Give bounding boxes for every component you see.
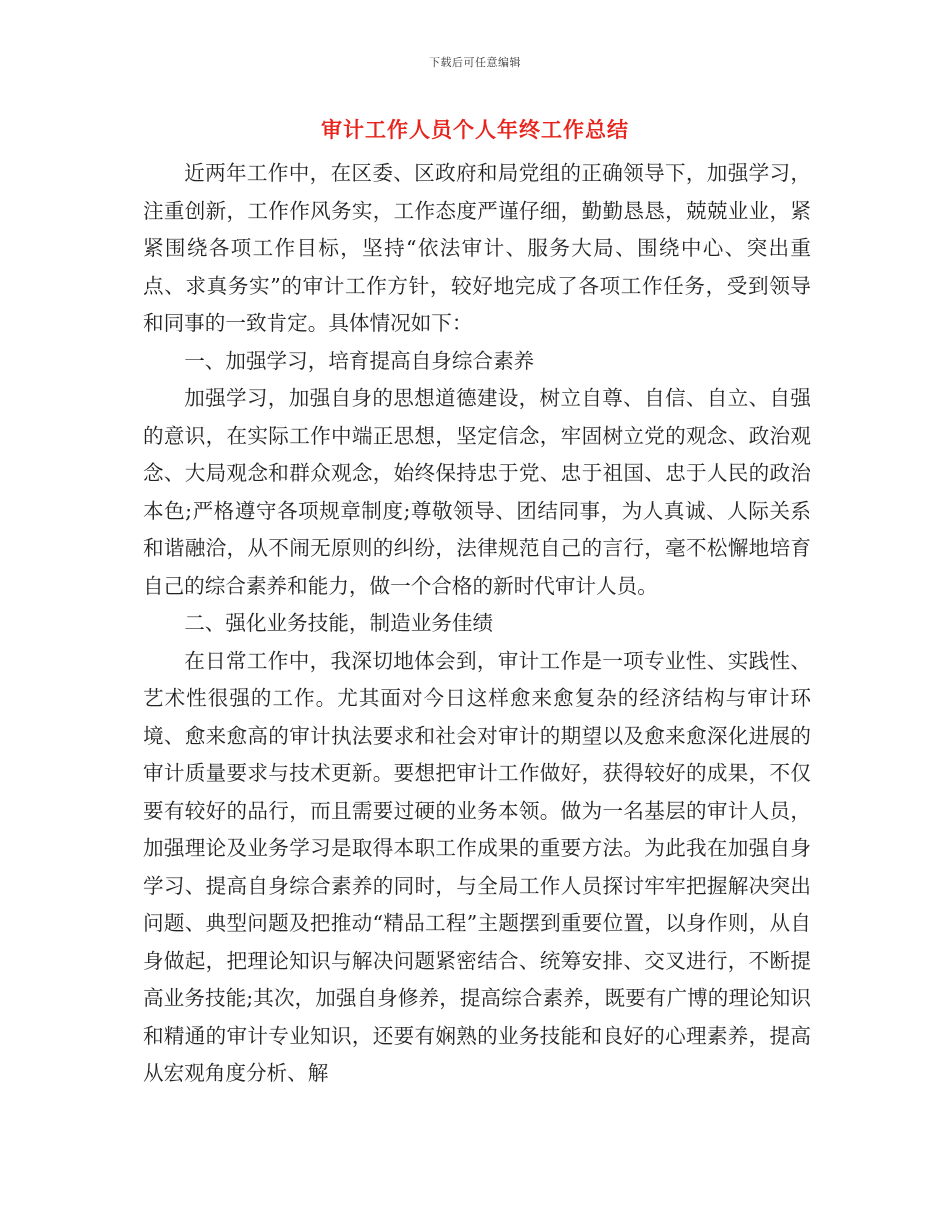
document-body <box>143 155 811 1093</box>
paragraph-section-1: 加强学习，加强自身的思想道德建设，树立自尊、自信、自立、自强的意识，在实际工作中端正思想，坚定信念，牢固树立党的观念、政治观念、大局观念和群众观念，始终保持忠于党、忠于祖国、忠于人民的政治本色;严格遵守各项规章制度;尊敬领导、团结同事，为人真诚、人际关系和谐融洽，从不闹无原则的纠纷，法律规范自己的言行，毫不松懈地培育自己的综合素养和能力，做一个合格的新时代审计人员。 <box>143 386 811 598</box>
paragraph-intro: 近两年工作中，在区委、区政府和局党组的正确领导下，加强学习，注重创新，工作作风务实，工作态度严谨仔细，勤勤恳恳，兢兢业业，紧紧围绕各项工作目标，坚持“依法审计、服务大局、围绕中心、突出重点、求真务实”的审计工作方针，较好地完成了各项工作任务，受到领导和同事的一致肯定。具体情况如下： <box>143 161 811 335</box>
paragraph-section-2: 在日常工作中，我深切地体会到，审计工作是一项专业性、实践性、艺术性很强的工作。尤其面对今日这样愈来愈复杂的经济结构与审计环境、愈来愈高的审计执法要求和社会对审计的期望以及愈来愈深化进展的审计质量要求与技术更新。要想把审计工作做好，获得较好的成果，不仅要有较好的品行，而且需要过硬的业务本领。做为一名基层的审计人员，加强理论及业务学习是取得本职工作成果的重要方法。为此我在加强自身学习、提高自身综合素养的同时，与全局工作人员探讨牢牢把握解决突出问题、典型问题及把推动“精品工程”主题摆到重要位置，以身作则，从自身做起，把理论知识与解决问题紧密结合、统筹安排、交叉进行，不断提高业务技能;其次，加强自身修养，提高综合素养，既要有广博的理论知识和精通的审计专业知识，还要有娴熟的业务技能和良好的心理素养，提高从宏观角度分析、解 <box>143 648 811 1085</box>
section-heading-1: 一、加强学习，培育提高自身综合素养 <box>184 348 535 373</box>
header-note: 下载后可任意编辑 <box>429 56 521 69</box>
document-title: 审计工作人员个人年终工作总结 <box>321 118 629 142</box>
section-heading-2: 二、强化业务技能，制造业务佳绩 <box>184 611 494 635</box>
